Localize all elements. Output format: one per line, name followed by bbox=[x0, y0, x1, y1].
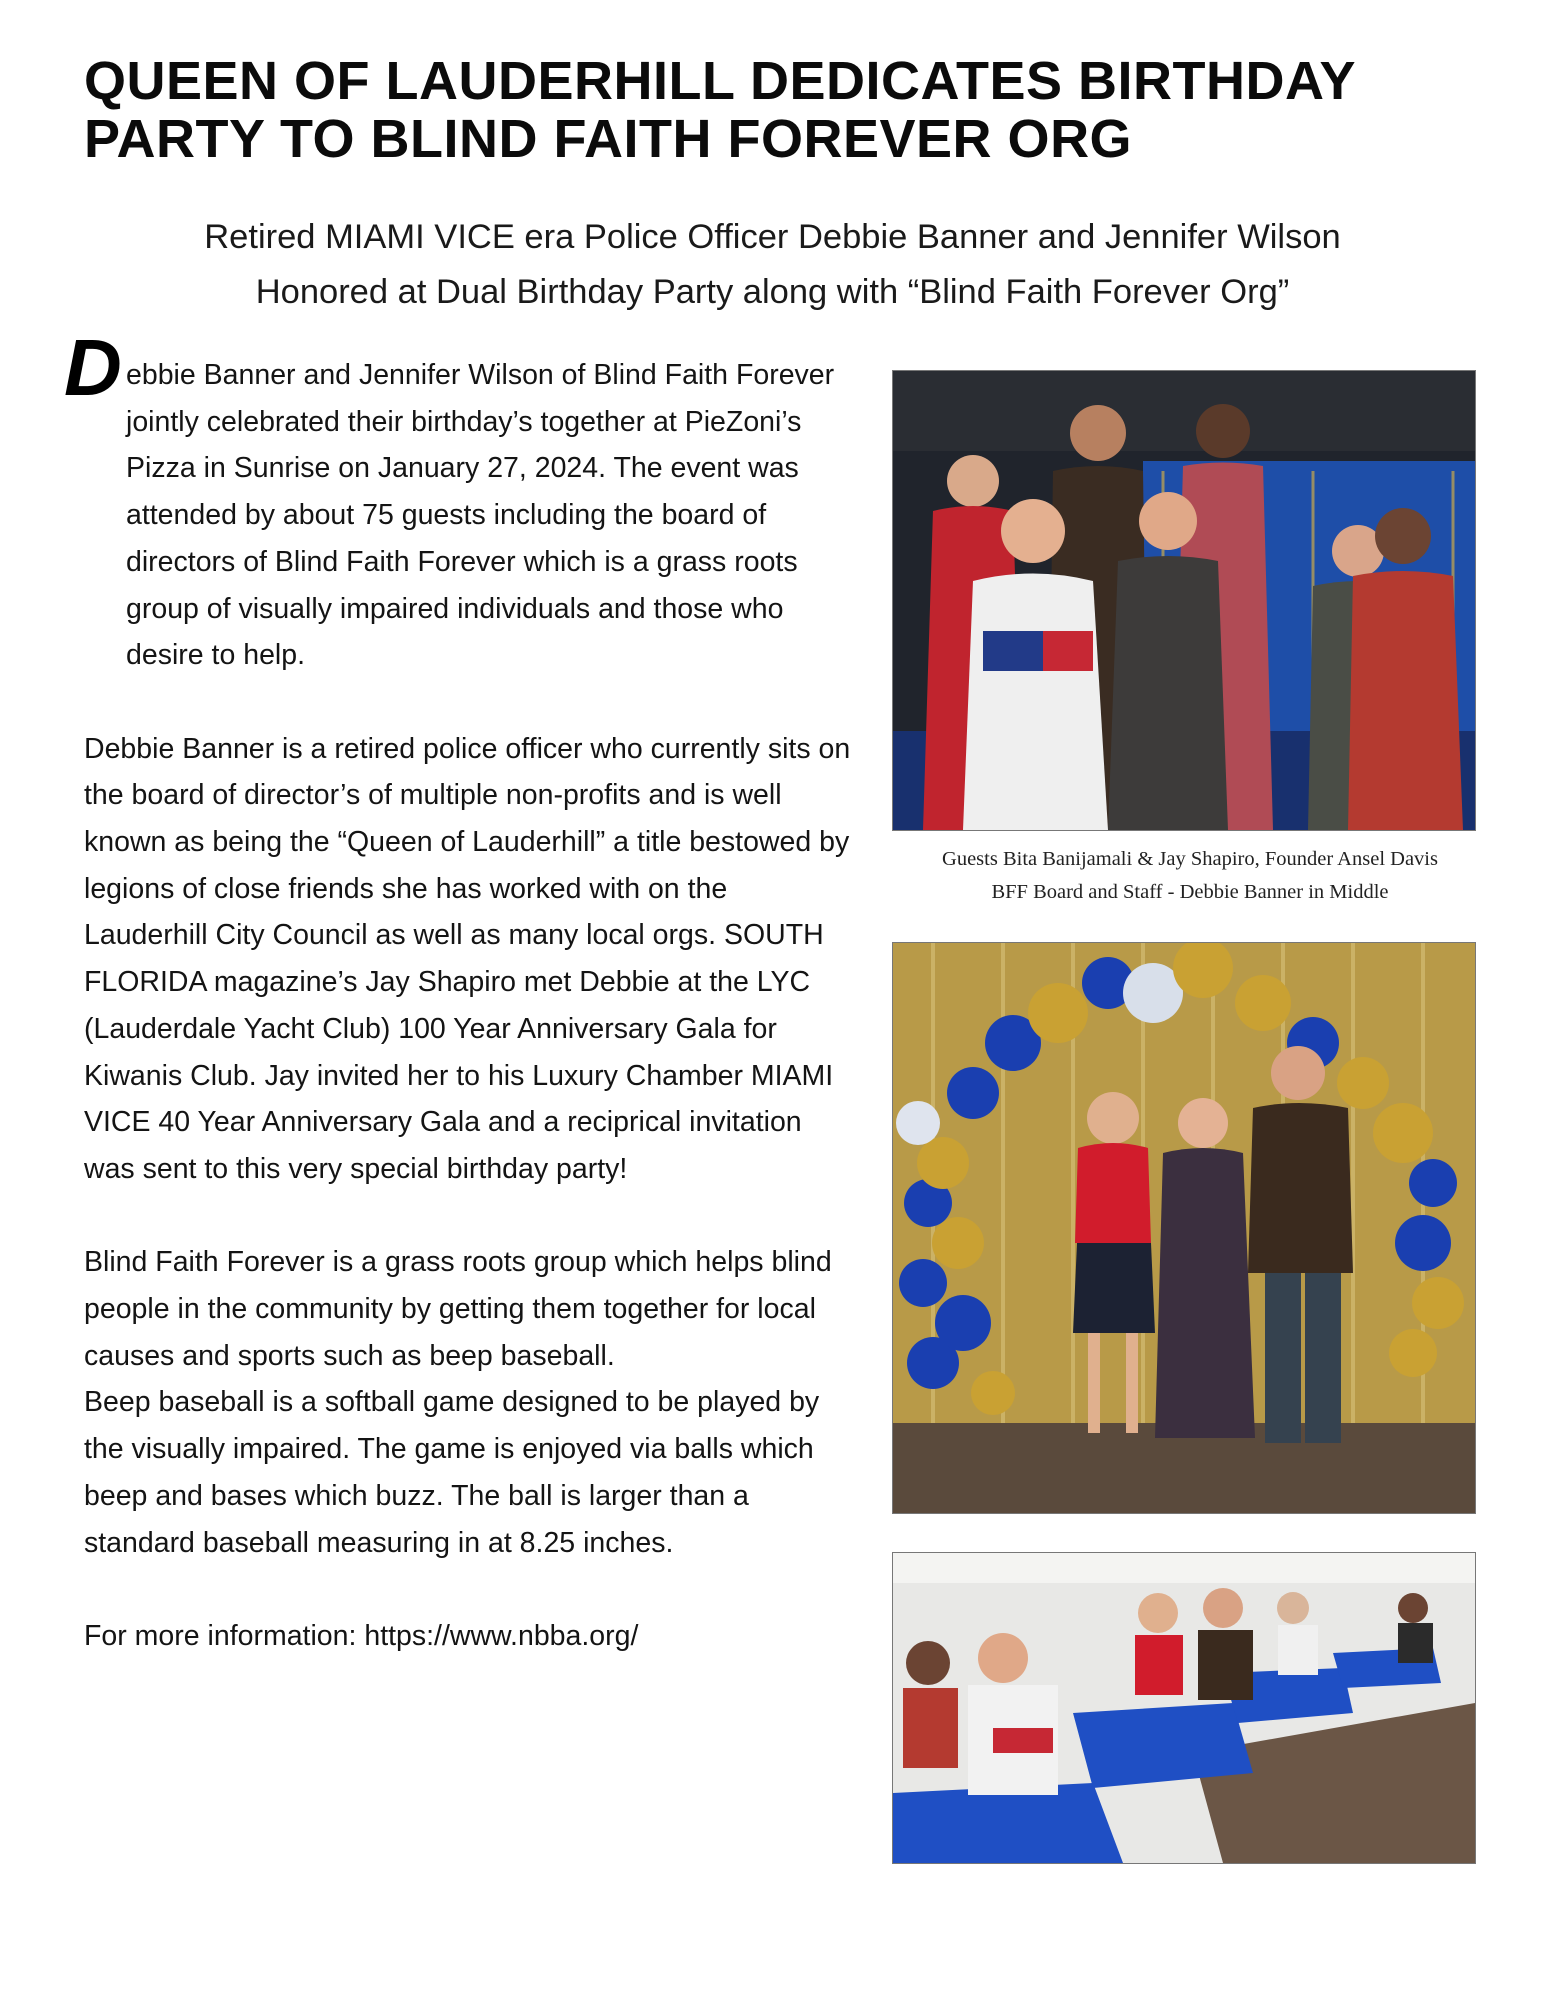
article-body bbox=[84, 352, 854, 1660]
headline: QUEEN OF LAUDERHILL DEDICATES BIRTHDAY PARTY TO BLIND FAITH FOREVER ORG bbox=[84, 51, 1356, 169]
more-info-link[interactable]: For more information: https://www.nbba.org/ bbox=[84, 1619, 639, 1652]
caption-line-1: Guests Bita Banijamali & Jay Shapiro, Founder Ansel Davis bbox=[942, 848, 1438, 870]
group-photo bbox=[892, 370, 1476, 831]
subheadline-line-1: Retired MIAMI VICE era Police Officer Debbie Banner and Jennifer Wilson bbox=[204, 218, 1341, 256]
group-photo-caption bbox=[880, 843, 1500, 909]
article-paragraph-2: Debbie Banner is a retired police officer who currently sits on the board of director’s of multiple non-profits and is well known as being the “Queen of Lauderhill” a title bestowed by legions of close friends she has worked with on the Lauderhill City Council as well as many local orgs. SOUTH FLORIDA magazine’s Jay Shapiro met Debbie at the LYC (Lauderdale Yacht Club) 100 Year Anniversary Gala for Kiwanis Club. Jay invited her to his Luxury Chamber MIAMI VICE 40 Year Anniversary Gala and a reciprical invitation was sent to this very special birthday party! bbox=[84, 732, 851, 1185]
article-paragraph-1: ebbie Banner and Jennifer Wilson of Blind Faith Forever jointly celebrated their birthday’s together at PieZoni’s Pizza in Sunrise on January 27, 2024. The event was attended by about 75 guests including the board of directors of Blind Faith Forever which is a grass roots group of visually impaired individuals and those who desire to help. bbox=[126, 359, 835, 672]
article-paragraph-4: Beep baseball is a softball game designed to be played by the visually impaired. The game is enjoyed via balls which beep and bases which buzz. The ball is larger than a standard baseball measuring in at 8.25 inches. bbox=[84, 1386, 820, 1559]
drop-cap: D bbox=[64, 323, 122, 412]
balloon-arch-photo bbox=[892, 942, 1476, 1514]
subheadline bbox=[60, 210, 1485, 320]
caption-line-2: BFF Board and Staff - Debbie Banner in Middle bbox=[991, 881, 1389, 903]
party-tables-photo bbox=[892, 1552, 1476, 1864]
subheadline-line-2: Honored at Dual Birthday Party along with “Blind Faith Forever Org” bbox=[255, 273, 1290, 311]
article-paragraph-3: Blind Faith Forever is a grass roots group which helps blind people in the community by getting them together for local causes and sports such as beep baseball. bbox=[84, 1246, 832, 1372]
